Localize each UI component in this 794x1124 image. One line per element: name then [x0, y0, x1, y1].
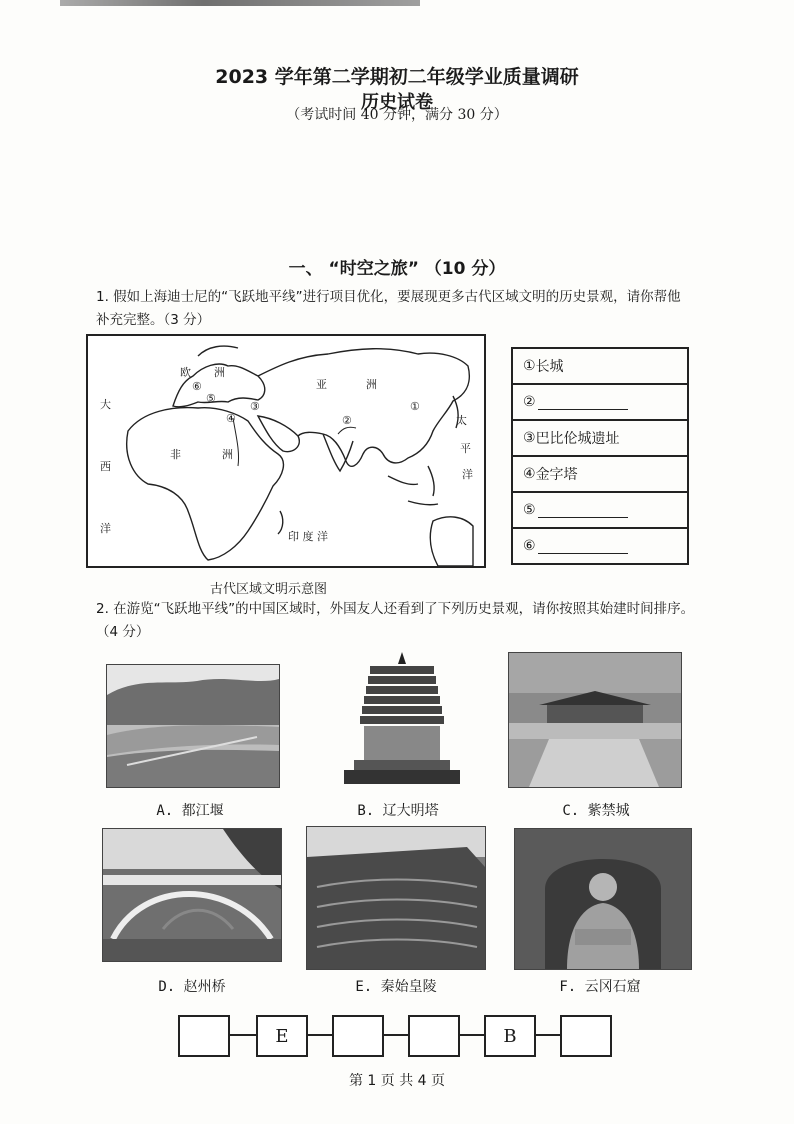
answer-blank[interactable]	[538, 395, 628, 410]
sequence-box-3[interactable]	[332, 1015, 384, 1057]
photo-yungang-grottoes	[514, 828, 692, 970]
photo-qin-mausoleum	[306, 826, 486, 970]
label-asia-2: 洲	[366, 378, 377, 391]
label-atlantic-3: 洋	[100, 522, 111, 535]
sequence-box-6[interactable]	[560, 1015, 612, 1057]
forbidden-city-image	[509, 653, 681, 787]
question-2-line2: （4 分）	[96, 624, 150, 640]
question-1	[96, 286, 716, 332]
grotto-image	[515, 829, 691, 969]
question-1-line2: 补充完整。（3 分）	[96, 312, 211, 328]
label-atlantic-2: 西	[100, 460, 111, 473]
label-europe-1: 欧	[180, 366, 191, 379]
answer-blank[interactable]	[538, 503, 628, 518]
answer-row-5[interactable]	[513, 493, 687, 529]
question-1-line1: 1. 假如上海迪士尼的“飞跃地平线”进行项目优化，要展现更多古代区域文明的历史景观，请你帮他	[96, 289, 681, 305]
photo-label-e: E. 秦始皇陵	[355, 979, 437, 995]
map-caption: 古代区域文明示意图	[210, 582, 328, 597]
connector	[228, 1034, 258, 1036]
map-drawing	[88, 336, 484, 566]
label-africa-2: 洲	[222, 448, 233, 461]
photo-label-c: C. 紫禁城	[562, 803, 630, 819]
answer-text: 金字塔	[535, 467, 578, 483]
answer-mark: ⑥	[523, 538, 536, 554]
section-heading: 一、 “时空之旅” （10 分）	[288, 259, 506, 279]
answer-table	[511, 347, 689, 565]
arabia-outline	[258, 416, 299, 452]
answer-text: 长城	[535, 359, 564, 375]
exam-title: 2023 学年第二学期初二年级学业质量调研	[215, 66, 579, 88]
photo-zhaozhou-bridge	[102, 828, 282, 962]
sequence-box-2[interactable]: E	[256, 1015, 308, 1057]
asia-outline	[258, 349, 469, 467]
answer-text: 巴比伦城遗址	[535, 431, 620, 447]
photo-label-b: B. 辽大明塔	[357, 803, 439, 819]
map-marker-6: ⑥	[192, 380, 202, 393]
answer-row-6[interactable]	[513, 529, 687, 563]
page-number: 第 1 页 共 4 页	[348, 1073, 446, 1089]
map-marker-5: ⑤	[206, 392, 216, 405]
dujiangyan-image	[107, 665, 279, 787]
label-europe-2: 洲	[214, 366, 225, 379]
sequence-chain	[178, 1015, 614, 1055]
photo-dujiangyan	[106, 664, 280, 788]
answer-row-3	[513, 421, 687, 457]
photo-label-a: A. 都江堰	[156, 803, 224, 819]
bridge-image	[103, 829, 281, 961]
label-pacific-1: 太	[456, 414, 467, 427]
map-marker-3: ③	[250, 400, 260, 413]
answer-row-2[interactable]	[513, 385, 687, 421]
answer-row-1	[513, 349, 687, 385]
label-pacific-3: 洋	[462, 468, 473, 481]
map-marker-1: ①	[410, 400, 420, 413]
africa-outline	[127, 408, 284, 560]
exam-subject: 历史试卷	[361, 92, 433, 113]
answer-blank[interactable]	[538, 539, 628, 554]
photo-label-d: D. 赵州桥	[158, 979, 226, 995]
label-asia-1: 亚	[316, 378, 327, 391]
civilization-map	[86, 334, 486, 568]
label-atlantic-1: 大	[100, 398, 111, 411]
answer-mark: ①	[523, 358, 536, 374]
answer-mark: ②	[523, 394, 536, 410]
label-africa-1: 非	[170, 448, 181, 461]
answer-mark: ⑤	[523, 502, 536, 518]
connector	[382, 1034, 410, 1036]
connector	[458, 1034, 486, 1036]
photo-forbidden-city	[508, 652, 682, 788]
map-marker-2: ②	[342, 414, 352, 427]
sequence-box-5[interactable]: B	[484, 1015, 536, 1057]
connector	[306, 1034, 334, 1036]
question-2	[96, 598, 716, 644]
photo-liao-damingta	[340, 650, 464, 788]
sequence-box-1[interactable]	[178, 1015, 230, 1057]
question-2-line1: 2. 在游览“飞跃地平线”的中国区域时，外国友人还看到了下列历史景观，请你按照其始建时间排序。	[96, 601, 695, 617]
map-marker-4: ④	[226, 412, 236, 425]
answer-row-4	[513, 457, 687, 493]
exam-note: （考试时间 40 分钟，满分 30 分）	[286, 107, 508, 123]
mausoleum-image	[307, 827, 485, 969]
australia-outline	[430, 517, 473, 566]
answer-mark: ③	[523, 430, 536, 446]
connector	[534, 1034, 562, 1036]
photo-label-f: F. 云冈石窟	[559, 979, 641, 995]
label-indian-ocean: 印 度 洋	[288, 530, 328, 543]
sequence-box-4[interactable]	[408, 1015, 460, 1057]
label-pacific-2: 平	[460, 442, 471, 455]
scan-artifact	[60, 0, 420, 6]
pagoda-image	[340, 650, 464, 788]
answer-mark: ④	[523, 466, 536, 482]
